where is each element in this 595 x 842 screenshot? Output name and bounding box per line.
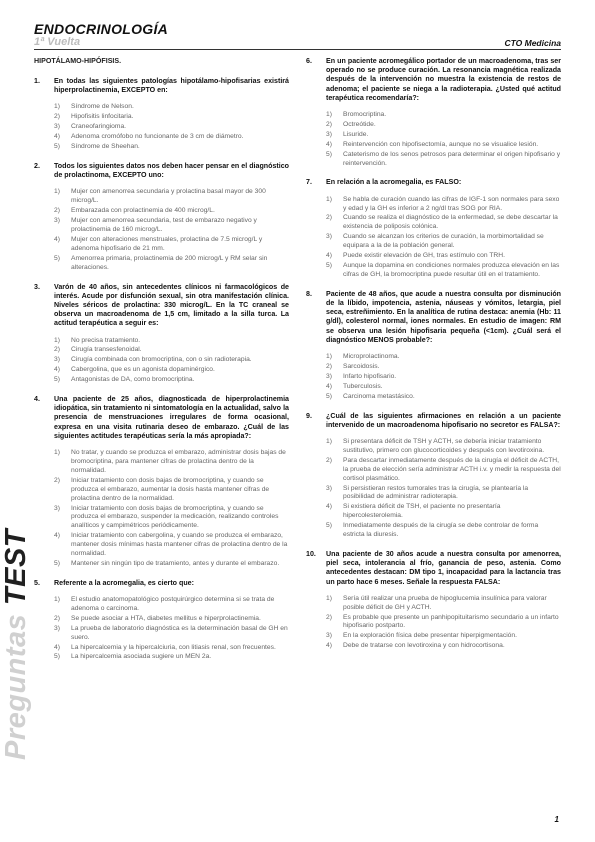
option-number: 4) (326, 252, 332, 260)
question-number: 10. (306, 549, 316, 558)
sidebar-word-preguntas: Preguntas (0, 613, 32, 760)
option-number: 1) (326, 195, 332, 203)
option-number: 1) (54, 188, 60, 196)
option-number: 3) (326, 233, 332, 241)
answer-options (326, 353, 561, 402)
option-number: 1) (326, 111, 332, 119)
option-number: 2) (54, 346, 60, 354)
option-text: Cuando se realiza el diagnóstico de la enfermedad, se debe descartar la existencia de poliposis colónica. (343, 214, 558, 231)
option-number: 2) (54, 113, 60, 121)
answer-option[interactable] (54, 505, 289, 532)
option-text: Hipofisitis linfocitaria. (71, 113, 134, 121)
question-item (34, 77, 289, 152)
option-number: 1) (54, 449, 60, 457)
option-text: Mujer con amenorrea secundaria, test de embarazo negativo y prolactinemia de 160 microg/L. (71, 217, 257, 233)
answer-option[interactable] (54, 236, 289, 254)
question-stem (34, 162, 289, 180)
answer-options (326, 196, 561, 280)
option-text: Bromocriptina. (343, 111, 387, 119)
option-number: 5) (326, 392, 332, 400)
sidebar-word-test: TEST (0, 528, 32, 606)
answer-options (54, 449, 289, 569)
answer-option[interactable] (54, 103, 289, 112)
answer-option[interactable] (326, 632, 561, 641)
option-text: Si persistieran restos tumorales tras la cirugía, se plantearía la posibilidad de administrar radioterapia. (343, 484, 529, 501)
option-text: Octreótide. (343, 120, 376, 128)
question-stem (306, 57, 561, 103)
question-stem (306, 290, 561, 345)
answer-option[interactable] (326, 121, 561, 130)
question-number: 4. (34, 395, 40, 404)
option-number: 2) (54, 476, 60, 484)
option-text: Iniciar tratamiento con dosis bajas de bromocriptina, y cuando se produzca el embarazo, suspender la medicación, realizando controles analíticos y campimétricos periódicamente. (71, 504, 279, 530)
question-stem (34, 283, 289, 329)
option-number: 4) (54, 366, 60, 374)
option-text: Sería útil realizar una prueba de hipoglucemia insulínica para valorar posible déficit de GH y ACTH. (343, 594, 547, 611)
option-text: Puede existir elevación de GH, tras estímulo con TRH. (343, 252, 505, 260)
answer-option[interactable] (54, 477, 289, 504)
option-number: 2) (54, 207, 60, 215)
option-text: Aunque la dopamina en condiciones normales produzca elevación en las cifras de GH, la bromocriptina puede resultar útil en el tratamiento. (343, 262, 560, 278)
question-stem (306, 412, 561, 430)
option-text: Debe de tratarse con levotiroxina y con hidrocortisona. (343, 642, 505, 650)
question-stem (34, 579, 289, 588)
option-number: 2) (326, 362, 332, 370)
option-number: 3) (326, 372, 332, 380)
question-text: ¿Cuál de las siguientes afirmaciones en relación a un paciente intervenido de un macroadenoma hipofisario no secretor es FALSA?: (326, 411, 561, 429)
question-number: 8. (306, 289, 312, 298)
option-text: Si presentara déficit de TSH y ACTH, se debería iniciar tratamiento sustitutivo, primero con glucocorticoides y después con levotiroxina. (343, 437, 545, 454)
question-number: 9. (306, 411, 312, 420)
option-text: Inmediatamente después de la cirugía se debe controlar de forma estricta la diuresis. (343, 522, 539, 539)
question-number: 6. (306, 57, 312, 65)
answer-option[interactable] (326, 383, 561, 392)
option-text: Embarazada con prolactinemia de 400 microg/L. (71, 207, 215, 215)
answer-option[interactable] (326, 262, 561, 280)
option-text: Iniciar tratamiento con cabergolina, y cuando se produzca el embarazo, mantener dosis mínimas hasta mantener cifras de prolactina dentro de la normalidad. (71, 532, 288, 558)
option-text: Se habla de curación cuando las cifras de IGF-1 son normales para sexo y edad y la GH es inferior a 2 ng/dl tras SOG por RIA. (343, 195, 560, 212)
option-text: Mantener sin ningún tipo de tratamiento, antes y durante el embarazo. (71, 559, 280, 567)
option-number: 4) (326, 382, 332, 390)
option-text: La hipercalcemia asociada sugiere un MEN 2a. (71, 653, 212, 661)
option-number: 4) (326, 140, 332, 148)
question-text: En todas las siguientes patologías hipotálamo-hipofisarias existirá hiperprolactinemia, EXCEPTO en: (54, 77, 289, 95)
question-text: Una paciente de 30 años acude a nuestra consulta por amenorrea, piel seca, intolerancia al frío, ganancia de peso, astenia. Como antecedentes destacan: DM tipo 1, incapacidad para la lactancia tras un parto hace 6 meses. Señale la respuesta FALSA: (326, 549, 561, 586)
option-text: Lisuride. (343, 130, 369, 138)
option-text: Craneofaringioma. (71, 123, 127, 131)
question-number: 3. (34, 282, 40, 291)
option-number: 5) (54, 559, 60, 567)
answer-option[interactable] (54, 615, 289, 624)
answer-option[interactable] (54, 653, 289, 662)
option-text: No tratar, y cuando se produzca el embarazo, administrar dosis bajas de bromocriptina, para mantener cifras de prolactina dentro de la normalidad. (71, 449, 286, 474)
option-text: Antagonistas de DA, como bromocriptina. (71, 376, 195, 384)
option-number: 5) (326, 522, 332, 530)
answer-option[interactable] (326, 373, 561, 382)
question-item (306, 57, 561, 168)
question-text: Referente a la acromegalia, es cierto que: (54, 578, 194, 587)
question-number: 1. (34, 77, 40, 85)
option-text: Síndrome de Sheehan. (71, 143, 140, 151)
answer-options (54, 337, 289, 386)
answer-options (54, 103, 289, 152)
question-stem (306, 550, 561, 587)
header-right-label: CTO Medicina (504, 38, 561, 48)
answer-option[interactable] (54, 255, 289, 273)
option-number: 5) (326, 150, 332, 158)
answer-options (54, 596, 289, 662)
option-number: 1) (326, 437, 332, 445)
answer-option[interactable] (54, 133, 289, 142)
answer-option[interactable] (54, 337, 289, 346)
option-text: Microprolactinoma. (343, 353, 400, 361)
option-text: En la exploración física debe presentar hiperpigmentación. (343, 632, 517, 640)
option-number: 3) (326, 484, 332, 492)
header-title: ENDOCRINOLOGÍA (34, 21, 169, 37)
option-text: Síndrome de Nelson. (71, 103, 134, 111)
option-number: 1) (54, 103, 60, 111)
answer-options (326, 111, 561, 168)
question-text: Todos los siguientes datos nos deben hacer pensar en el diagnóstico de prolactinoma, EXCEPTO uno: (54, 161, 289, 180)
option-number: 4) (54, 235, 60, 243)
option-text: Cabergolina, que es un agonista dopaminérgico. (71, 366, 215, 374)
answer-option[interactable] (326, 642, 561, 651)
answer-option[interactable] (54, 644, 289, 653)
answer-options (326, 438, 561, 540)
option-text: Cateterismo de los senos petrosos para determinar el origen hipofisario y reintervención. (343, 150, 561, 167)
option-number: 5) (54, 653, 60, 661)
question-text: Paciente de 48 años, que acude a nuestra consulta por disminución de la líbido, impotencia, astenia, náuseas y vómitos, letargia, piel seca, estreñimiento. En la analítica de rutina destaca: anemia (Hb: 11 g/dl), colesterol normal, iones normales. En estudio de imagen: RM se observa una lesión hipofisaria pequeña (<1cm). ¿Cuál será el diagnóstico MENOS probable?: (326, 289, 561, 344)
option-text: Mujer con amenorrea secundaria y prolactina basal mayor de 300 microg/L. (71, 188, 266, 205)
option-text: Si existiera déficit de TSH, el paciente no presentaría hipercolesterolemia. (343, 503, 501, 520)
answer-option[interactable] (54, 625, 289, 643)
option-number: 3) (54, 504, 60, 512)
option-number: 1) (326, 353, 332, 361)
option-number: 3) (326, 130, 332, 138)
option-text: Para descartar inmediatamente después de la cirugía el déficit de ACTH, la prueba de elección sería administrar ACTH i.v. y medir la respuesta del cortisol plasmático. (343, 456, 561, 482)
option-number: 1) (54, 336, 60, 344)
option-number: 4) (326, 642, 332, 650)
answer-options (326, 595, 561, 651)
answer-option[interactable] (54, 532, 289, 559)
answer-option[interactable] (54, 113, 289, 122)
question-item (34, 395, 289, 569)
answer-option[interactable] (326, 141, 561, 150)
option-number: 5) (54, 143, 60, 151)
header-divider (34, 49, 561, 50)
question-stem (34, 395, 289, 441)
answer-option[interactable] (326, 233, 561, 251)
answer-option[interactable] (326, 252, 561, 261)
answer-option[interactable] (54, 376, 289, 385)
header-subtitle: 1ª Vuelta (34, 36, 81, 48)
answer-option[interactable] (326, 485, 561, 503)
option-number: 4) (54, 133, 60, 141)
option-text: Tuberculosis. (343, 382, 383, 390)
option-number: 2) (326, 214, 332, 222)
option-number: 1) (54, 596, 60, 604)
option-number: 5) (326, 262, 332, 269)
right-column (306, 57, 561, 661)
option-text: La hipercalcemia y la hipercalciuria, con litiasis renal, son frecuentes. (71, 643, 276, 651)
answer-option[interactable] (54, 596, 289, 614)
answer-option[interactable] (54, 207, 289, 216)
answer-option[interactable] (54, 188, 289, 206)
option-number: 5) (54, 376, 60, 384)
option-text: Se puede asociar a HTA, diabetes mellitus e hiperprolactinemia. (71, 614, 261, 622)
answer-option[interactable] (326, 353, 561, 362)
question-stem (34, 77, 289, 95)
option-number: 3) (54, 356, 60, 364)
option-number: 1) (326, 594, 332, 602)
option-text: Cirugía transesfenoidal. (71, 346, 142, 354)
section-title: HIPOTÁLAMO-HIPÓFISIS. (34, 57, 122, 65)
answer-option[interactable] (326, 363, 561, 372)
question-item (306, 178, 561, 279)
answer-option[interactable] (54, 560, 289, 569)
option-number: 4) (326, 503, 332, 511)
option-text: Iniciar tratamiento con dosis bajas de bromocriptina, y cuando se produzca el embarazo, aumentar la dosis hasta mantener cifras de prolactina dentro de la normalidad. (71, 476, 270, 502)
option-number: 3) (54, 123, 60, 131)
question-item (34, 579, 289, 663)
question-number: 2. (34, 161, 40, 170)
answer-option[interactable] (326, 131, 561, 140)
answer-option[interactable] (326, 503, 561, 521)
answer-option[interactable] (326, 522, 561, 540)
answer-option[interactable] (326, 595, 561, 613)
option-text: Cirugía combinada con bromocriptina, con o sin radioterapia. (71, 356, 252, 364)
option-number: 4) (54, 643, 60, 651)
answer-option[interactable] (326, 214, 561, 232)
option-text: Reintervención con hipofisectomía, aunque no se visualice lesión. (343, 140, 539, 148)
option-text: Infarto hipofisario. (343, 372, 397, 380)
option-number: 3) (54, 624, 60, 632)
answer-option[interactable] (326, 438, 561, 456)
question-item (306, 550, 561, 651)
option-text: Es probable que presente un panhipopituitarismo secundario a un infarto hipofisario postparto. (343, 613, 559, 630)
option-text: Sarcoidosis. (343, 362, 380, 370)
left-column (34, 57, 289, 672)
option-text: Carcinoma metastásico. (343, 392, 415, 400)
option-text: Mujer con alteraciones menstruales, prolactina de 7.5 microg/L y adenoma hipofisario de 21 mm. (71, 235, 263, 252)
option-number: 3) (326, 632, 332, 640)
answer-option[interactable] (326, 151, 561, 169)
question-item (306, 412, 561, 540)
option-number: 2) (326, 613, 332, 621)
question-stem (306, 178, 561, 187)
option-text: Cuando se alcanzan los criterios de curación, la morbimortalidad se equipara a la de la población general. (343, 233, 544, 250)
answer-option[interactable] (326, 614, 561, 632)
answer-option[interactable] (326, 196, 561, 214)
option-text: Adenoma cromófobo no funcionante de 3 cm de diámetro. (71, 133, 244, 141)
answer-option[interactable] (54, 123, 289, 132)
question-text: Una paciente de 25 años, diagnosticada de hiperprolactinemia idiopática, sin tratamiento ni sintomatología en la actualidad, salvo la presencia de menstruaciones irregulares de forma ocasional, expresa en una visita rutinaria deseo de embarazo. ¿Cuál de las siguientes actitudes terapéuticas sería la más apropiada?: (54, 395, 289, 440)
question-item (306, 290, 561, 402)
question-item (34, 162, 289, 273)
option-number: 5) (54, 254, 60, 262)
question-text: Varón de 40 años, sin antecedentes clínicos ni farmacológicos de interés. Acude por disfunción sexual, sin otra manifestación clínica. Niveles séricos de prolactina: 330 microg/L. En la TC craneal se observa un macroadenoma de 1,5 cm, limitado a la silla turca. La actitud terapéutica a seguir es: (54, 282, 289, 328)
question-text: En un paciente acromegálico portador de un macroadenoma, tras ser operado no se produce curación. La resonancia magnética realizada después de la intervención no muestra la existencia de restos de adenoma; el paciente se niega a la radioterapia. ¿Usted qué actitud terapéutica recomendaría?: (326, 57, 561, 102)
question-number: 7. (306, 178, 312, 187)
answer-option[interactable] (326, 393, 561, 402)
answer-option[interactable] (326, 457, 561, 484)
answer-option[interactable] (54, 346, 289, 355)
question-item (34, 283, 289, 386)
option-text: No precisa tratamiento. (71, 336, 141, 344)
answer-option[interactable] (54, 217, 289, 235)
option-number: 2) (326, 456, 332, 464)
answer-option[interactable] (54, 356, 289, 365)
answer-option[interactable] (54, 143, 289, 152)
page-number: 1 (554, 815, 559, 824)
option-number: 2) (54, 614, 60, 622)
answer-option[interactable] (54, 366, 289, 375)
option-text: El estudio anatomopatológico postquirúrgico determina si se trata de adenoma o carcinoma. (71, 596, 275, 612)
answer-option[interactable] (54, 449, 289, 476)
answer-options (54, 188, 289, 272)
option-number: 3) (54, 217, 60, 225)
option-number: 2) (326, 120, 332, 128)
question-text: En relación a la acromegalia, es FALSO: (326, 178, 462, 187)
option-number: 4) (54, 532, 60, 540)
header (34, 22, 168, 48)
option-text: La prueba de laboratorio diagnóstica es la determinación basal de GH en suero. (71, 624, 288, 641)
answer-option[interactable] (326, 111, 561, 120)
option-text: Amenorrea primaria, prolactinemia de 200 microg/L y RM selar sin alteraciones. (71, 254, 268, 271)
question-number: 5. (34, 578, 40, 587)
